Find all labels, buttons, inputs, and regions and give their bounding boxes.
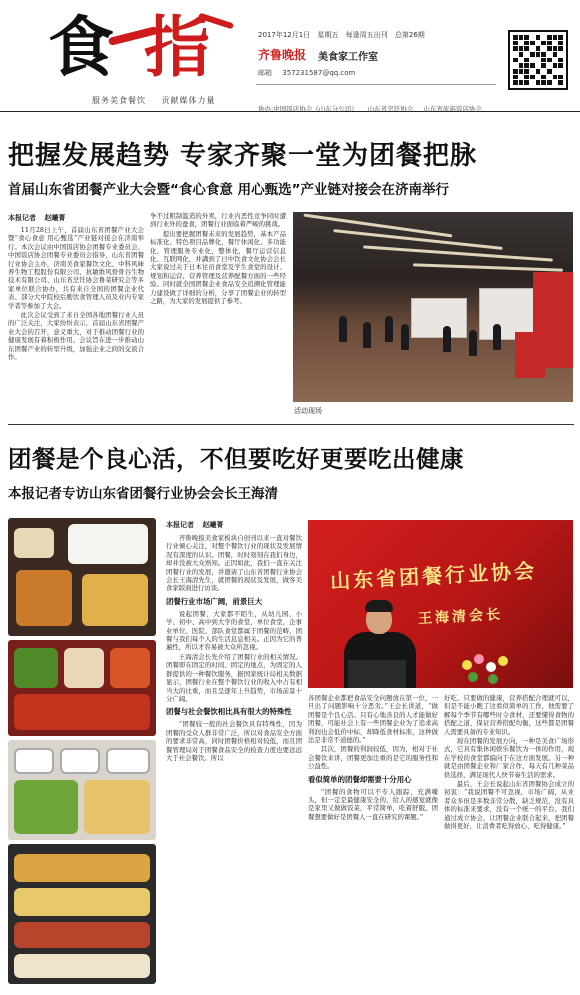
editor-contact-label: 邮箱 — [258, 69, 272, 77]
attendee — [469, 330, 477, 356]
paragraph: 争不过粗制滥造的外卖，行业内恶性竞争同时遭到行业外的蚕食，团餐行业面临着严峻的挑战。 — [150, 212, 286, 229]
paragraph: 齐鲁晚报美食家板块自创刊以来一直对餐饮行业倾心关注，对整个餐饮行业的现状及发展情况有深度的认识。团餐，时时刻刻在我们身边，却并没被大众熟知。正因如此，我们一直在关注团餐行业的发展，并邀请了山东省团餐行业协会会长王海清先生，就团餐的现状及发展，做客美食家版面进行访谈。 — [166, 534, 302, 593]
article1-subheadline: 首届山东省团餐产业大会暨“食心食意 用心甄选”产业链对接会在济南举行 — [8, 182, 449, 198]
food-photo-meal-tray — [8, 640, 156, 736]
event-photo — [293, 212, 573, 402]
attendee — [493, 324, 501, 350]
section-subheading: 团餐与社会餐饮相比具有很大的特殊性 — [166, 707, 292, 717]
paragraph: 提出要把握团餐未来的发展趋势，基本产品标准化、特色项目品牌化，餐厅休闲化、多功能化，管理服务专业化，整体化，餐厅运营信息化、互联网化，并講到了日中饮食文化协会会长大家说过关于日本往员食堂及学生食堂的设计、规划和运营、营养管理及营养配餐方面的一些经验。同时就全国团餐企业食品安全追溯化管理能力建设做了详细的分析，分享了团餐企业的转型之路，为大家的发展提供了参考。 — [150, 229, 286, 306]
brand-char: 指 — [144, 8, 210, 86]
slogan — [92, 95, 228, 106]
section-name: 美食家工作室 — [318, 52, 378, 63]
article2-subheadline: 本报记者专访山东省团餐行业协会会长王海清 — [8, 486, 278, 502]
issue-weekday: 星期五 — [317, 31, 339, 39]
editor-contact — [258, 68, 363, 78]
article2-byline — [166, 520, 229, 530]
paragraph: 此次会议受到了来自全国各地团餐行业人员的广泛关注，大家纷纷表示，首届山东省团餐产业大会的召开，意义重大，对于推动团餐行业的健康发展有着积极作用。会议旨在进一步推动山东团餐产业的转型升级，加强企业之间的交流合作。 — [8, 311, 144, 362]
food-photo-bento — [8, 518, 156, 636]
issue-number: 总第26期 — [394, 31, 425, 39]
flower-arrangement — [458, 650, 518, 688]
paragraph: 最后，王会长说起山东省团餐协会成立的初衷：“我说团餐不可忽视，市场广阔，从业者众多但是多数非常分散，缺乏规范，没有具体的标准来要求，没有一个统一的平台。我们通过成立协会，让团餐企业联合起来，把团餐做得更好，让消费者吃得放心、吃得健康。” — [444, 780, 574, 831]
paragraph: 说起团餐，大家都不陌生，从幼儿园、小学、初中、高中到大学的食堂，单位食堂，企事业单位、医院、部队食堂都属于团餐的范畴，团餐与我们每个人的生活息息相关。正因为它的普遍性，所以才容易被大众所忽视。 — [166, 609, 302, 652]
issue-date: 2017年12月1日 — [258, 31, 311, 39]
paragraph: 王海清会长先介绍了团餐行业的相关情况。团餐即在固定的时间、固定的地点，为固定的人群提供的一种餐饮服务，据国家统计局相关数据显示，团餐行业在整个餐饮行业的收入中占有相当大的比重，而且呈逐年上升趋势，市场前景十分广阔。 — [166, 652, 302, 703]
byline-author: 赵曦菁 — [44, 214, 66, 222]
article2-headline: 团餐是个良心活，不但要吃好更要吃出健康 — [8, 445, 464, 473]
article1-headline: 把握发展趋势 专家齐聚一堂为团餐把脉 — [8, 141, 478, 171]
attendee — [401, 324, 409, 350]
co-organizer: 山东省烹饪协会 — [367, 105, 414, 113]
exhibit-stand — [515, 332, 545, 378]
interview-photo — [308, 520, 573, 688]
masthead — [0, 0, 580, 112]
section-subheading: 看似简单的团餐却需要十分用心 — [308, 774, 412, 784]
paragraph: “团餐较一般的社会餐饮具有特殊性，因为团餐的受众人群非常广泛，所以对食品安全方面的要求非常高，同时团餐价格相对较低，而且团餐管理局对于团餐食品安全的检查力度也要远远大于社会餐饮。所以 — [166, 720, 302, 762]
exhibit-booth — [411, 298, 467, 338]
article2-column-3 — [444, 694, 574, 986]
paper-logo: 齐鲁晚报 — [258, 48, 307, 62]
byline-label: 本报记者 — [8, 214, 36, 222]
podium — [348, 660, 406, 688]
section-subheading: 团餐行业市场广阔，前景巨大 — [166, 596, 263, 606]
brand-char: 食 — [48, 8, 114, 86]
article2-column-1 — [166, 534, 302, 986]
article1-column-1 — [8, 226, 144, 416]
article1-byline — [8, 213, 71, 223]
attendee — [339, 316, 347, 342]
co-organizer: 协办:中国饭店协会（山东分公司） — [258, 105, 358, 113]
paragraph: 各团餐企业都把食品安全问题放在第一位，一旦出了问题影响十分恶劣。”王会长讲道，“做团餐是个良心活。只有心地善良的人才能做好团餐，可能社会上有一些团餐企业为了追求高利润也会低价中标，却降低食材标准，这种做法是非常不道德的。” — [308, 694, 438, 745]
attendee — [363, 322, 371, 348]
article1-column-2 — [150, 212, 286, 416]
byline-author: 赵曦菁 — [202, 521, 224, 529]
qr-code-icon — [508, 30, 568, 90]
issue-frequency: 每逢周五出刊 — [345, 31, 388, 39]
food-photo-trays — [8, 740, 156, 840]
co-organizer: 山东省旅游饭店协会 — [423, 105, 482, 113]
slogan-item: 服务美食餐饮 — [92, 96, 146, 105]
photo-caption: 活动现场 — [294, 407, 322, 415]
paragraph: 好吃，只要做的健康，营养搭配合理就可以，但是不能小瞧了这看似简单的工作，他需要了解每个季节有哪些时令食材，还要懂得食物的搭配之道，保证营养搭配均衡，这些都是团餐人需要具备的专业知识。 — [444, 694, 574, 736]
article2-column-2 — [308, 694, 438, 986]
paragraph: 11月28日上午，首届山东省团餐产业大会暨“食心食意 用心甄选”产业链对接会在济南举行。本次会议由中国饭店协会团餐专业委员会、中国饭店协会团餐专业委员会指导，山东省团餐行业协会主办，济南美食家餐饮文化、中科风味养生物工程股份有限公司、抗敏维风骨骨谷生物技术有限公司、山东省烹饪协会鲁菜研究会等多家单位联合协办，共有来自全国的团餐企业代表、部分大中院校后勤饮食管理人员及业内专家学者等参加了大会。 — [8, 226, 144, 310]
paragraph: “团餐的食物可以不专人跟踪，充满噱头，但一定是最健康安全的，给人的感觉就像是家里又做做饭菜，平常简单，吃着舒服。团餐想要做好是团餐人一直在研究的课题。” — [308, 787, 438, 821]
food-photo-buffet — [8, 844, 156, 984]
banner-title: 山东省团餐行业协会 — [329, 558, 538, 594]
editor-email: 357231587@qq.com — [282, 69, 356, 77]
ceiling-lights — [293, 212, 573, 282]
speaker-hair — [365, 600, 393, 612]
paragraph: 现在团餐的发展方向，一种是美食广场形式，它具有集休闲娱乐餐饮为一体的作用，现在学校的食堂都偏向于在这方面发展。另一种就是由团餐企业和厂家合作，每天有几种菜品供选择，满足现代人快节奏生活的需求。 — [444, 737, 574, 779]
section-divider — [8, 424, 574, 425]
attendee — [385, 316, 393, 342]
brand-logo — [48, 10, 248, 88]
paragraph: 其次，团餐的利润较低，因为，相对于社会餐饮来讲，团餐更加注重的是它的服务性和公益性。 — [308, 745, 438, 771]
banner-name: 王海清会长 — [417, 606, 504, 628]
slogan-item: 贡献媒体力量 — [161, 96, 216, 105]
co-organizers — [258, 104, 490, 113]
issue-info — [258, 30, 430, 40]
byline-label: 本报记者 — [166, 521, 194, 529]
attendee — [443, 326, 451, 352]
masthead-rule — [256, 84, 496, 85]
